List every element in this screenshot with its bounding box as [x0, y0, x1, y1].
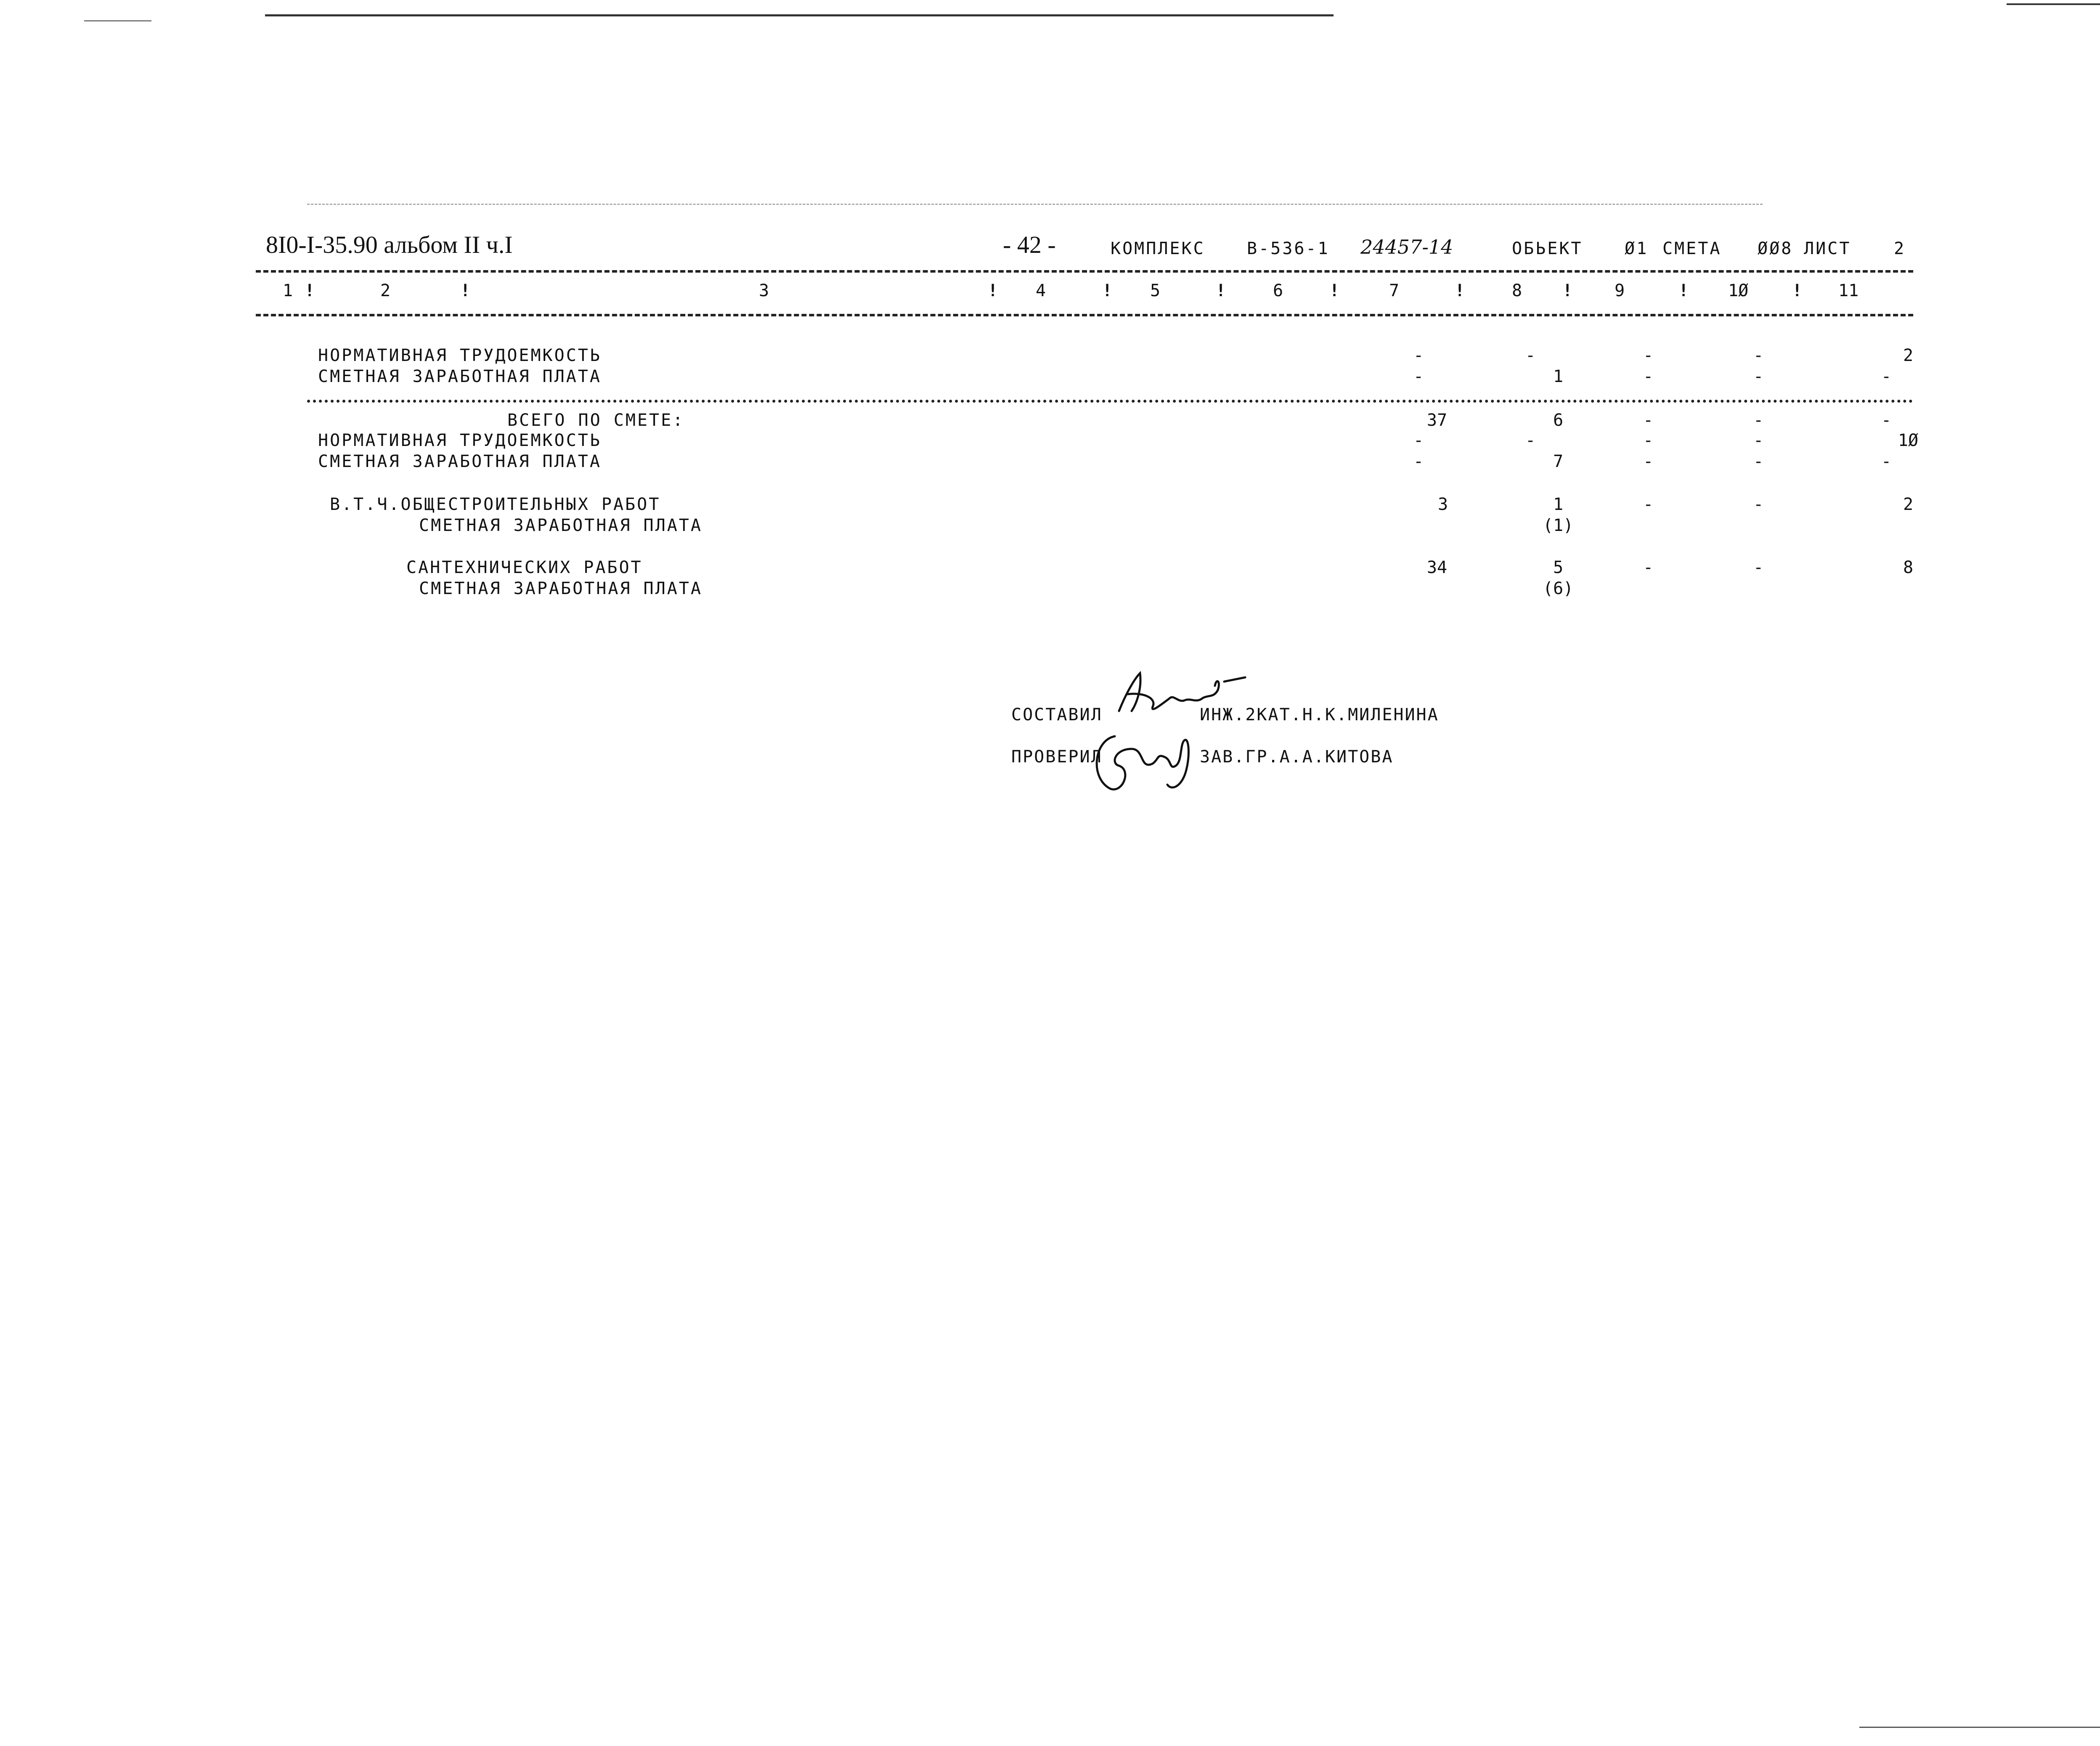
row-label: НОРМАТИВНАЯ ТРУДОЕМКОСТЬ — [318, 346, 602, 365]
column-separator: ! — [1216, 281, 1226, 300]
object-label: ОБЬЕКТ — [1512, 239, 1583, 258]
column-separator: ! — [1455, 281, 1465, 300]
checked-by-label: ПРОВЕРИЛ — [1011, 747, 1103, 767]
cell-col-9: - — [1643, 346, 1654, 365]
row-label: СМЕТНАЯ ЗАРАБОТНАЯ ПЛАТА — [419, 579, 703, 598]
complex-code: В-536-1 — [1247, 239, 1330, 258]
cell-col-10: - — [1753, 431, 1764, 450]
cell-col-7: - — [1413, 367, 1424, 386]
document-code: 8I0-I-35.90 альбом II ч.I — [266, 231, 513, 258]
cell-col-9: - — [1643, 495, 1654, 514]
cell-col-9: - — [1643, 431, 1654, 450]
column-separator: ! — [1329, 281, 1340, 300]
row-label: СМЕТНАЯ ЗАРАБОТНАЯ ПЛАТА — [318, 367, 602, 386]
cell-col-11: - — [1881, 411, 1892, 430]
row-label: СМЕТНАЯ ЗАРАБОТНАЯ ПЛАТА — [419, 516, 703, 535]
cell-col-11: 2 — [1903, 346, 1914, 365]
estimate-label: СМЕТА — [1662, 239, 1722, 258]
cell-col-8: (6) — [1543, 579, 1574, 598]
cell-col-8: 1 — [1553, 367, 1564, 386]
cell-col-7: 34 — [1427, 558, 1448, 577]
cell-col-8: (1) — [1543, 516, 1574, 535]
column-number-2: 2 — [380, 281, 391, 300]
rule-below-column-numbers — [256, 314, 1913, 316]
scan-artifact-top-right — [2007, 3, 2100, 5]
column-separator: ! — [460, 281, 471, 300]
scan-artifact-top — [265, 14, 1334, 16]
column-number-1: 1 — [283, 281, 293, 300]
column-separator: ! — [305, 281, 315, 300]
cell-col-8: 1 — [1553, 495, 1564, 514]
column-number-6: 6 — [1273, 281, 1283, 300]
cell-col-7: 3 — [1437, 495, 1448, 514]
column-separator: ! — [1102, 281, 1113, 300]
cell-col-11: 8 — [1903, 558, 1914, 577]
sheet-value: 2 — [1894, 239, 1906, 258]
cell-col-10: - — [1753, 452, 1764, 471]
column-number-9: 9 — [1615, 281, 1625, 300]
dotted-separator — [307, 400, 1913, 403]
row-label: НОРМАТИВНАЯ ТРУДОЕМКОСТЬ — [318, 431, 602, 450]
cell-col-9: - — [1643, 558, 1654, 577]
checked-by-name: ЗАВ.ГР.А.А.КИТОВА — [1200, 747, 1394, 767]
column-number-11: 11 — [1838, 281, 1859, 300]
row-label: СМЕТНАЯ ЗАРАБОТНАЯ ПЛАТА — [318, 452, 602, 471]
cell-col-8: 6 — [1553, 411, 1564, 430]
column-number-8: 8 — [1512, 281, 1522, 300]
cell-col-11: - — [1881, 452, 1892, 471]
column-separator: ! — [1678, 281, 1689, 300]
page-number: - 42 - — [1003, 231, 1056, 258]
cell-col-8: - — [1525, 431, 1536, 450]
column-number-7: 7 — [1389, 281, 1400, 300]
cell-col-10: - — [1753, 495, 1764, 514]
checked-by-signature — [1085, 719, 1199, 795]
column-number-3: 3 — [759, 281, 769, 300]
cell-col-7: - — [1413, 346, 1424, 365]
object-value: Ø1 — [1625, 239, 1649, 258]
row-label: САНТЕХНИЧЕСКИХ РАБОТ — [406, 558, 643, 577]
cell-col-7: - — [1413, 452, 1424, 471]
sheet-label: ЛИСТ — [1804, 239, 1851, 258]
rule-above-column-numbers — [256, 270, 1913, 273]
cell-col-9: - — [1643, 411, 1654, 430]
cell-col-7: 37 — [1427, 411, 1448, 430]
compiled-by-name: ИНЖ.2КАТ.Н.К.МИЛЕНИНА — [1200, 705, 1439, 724]
scan-artifact-bottom-right — [1859, 1727, 2100, 1728]
column-separator: ! — [1562, 281, 1573, 300]
cell-col-9: - — [1643, 452, 1654, 471]
cell-col-8: 7 — [1553, 452, 1564, 471]
cell-col-10: - — [1753, 411, 1764, 430]
scan-artifact-top-left — [84, 20, 151, 21]
cell-col-8: 5 — [1553, 558, 1564, 577]
row-label: В.Т.Ч.ОБЩЕСТРОИТЕЛЬНЫХ РАБОТ — [330, 495, 661, 514]
column-separator: ! — [1792, 281, 1803, 300]
column-separator: ! — [988, 281, 998, 300]
cell-col-11: 2 — [1903, 495, 1914, 514]
column-number-10: 1Ø — [1728, 281, 1749, 300]
column-number-5: 5 — [1150, 281, 1161, 300]
scan-artifact-faint-rule — [307, 204, 1763, 205]
estimate-value: ØØ8 — [1758, 239, 1793, 258]
cell-col-10: - — [1753, 346, 1764, 365]
cell-col-10: - — [1753, 367, 1764, 386]
cell-col-10: - — [1753, 558, 1764, 577]
cell-col-7: - — [1413, 431, 1424, 450]
total-label: ВСЕГО ПО СМЕТЕ: — [507, 411, 685, 430]
compiled-by-label: СОСТАВИЛ — [1011, 705, 1103, 724]
handwritten-number: 24457-14 — [1360, 236, 1453, 258]
complex-label: КОМПЛЕКС — [1111, 239, 1205, 258]
cell-col-9: - — [1643, 367, 1654, 386]
cell-col-8: - — [1525, 346, 1536, 365]
cell-col-11: - — [1881, 367, 1892, 386]
column-number-4: 4 — [1036, 281, 1046, 300]
cell-col-11: 1Ø — [1898, 431, 1919, 450]
